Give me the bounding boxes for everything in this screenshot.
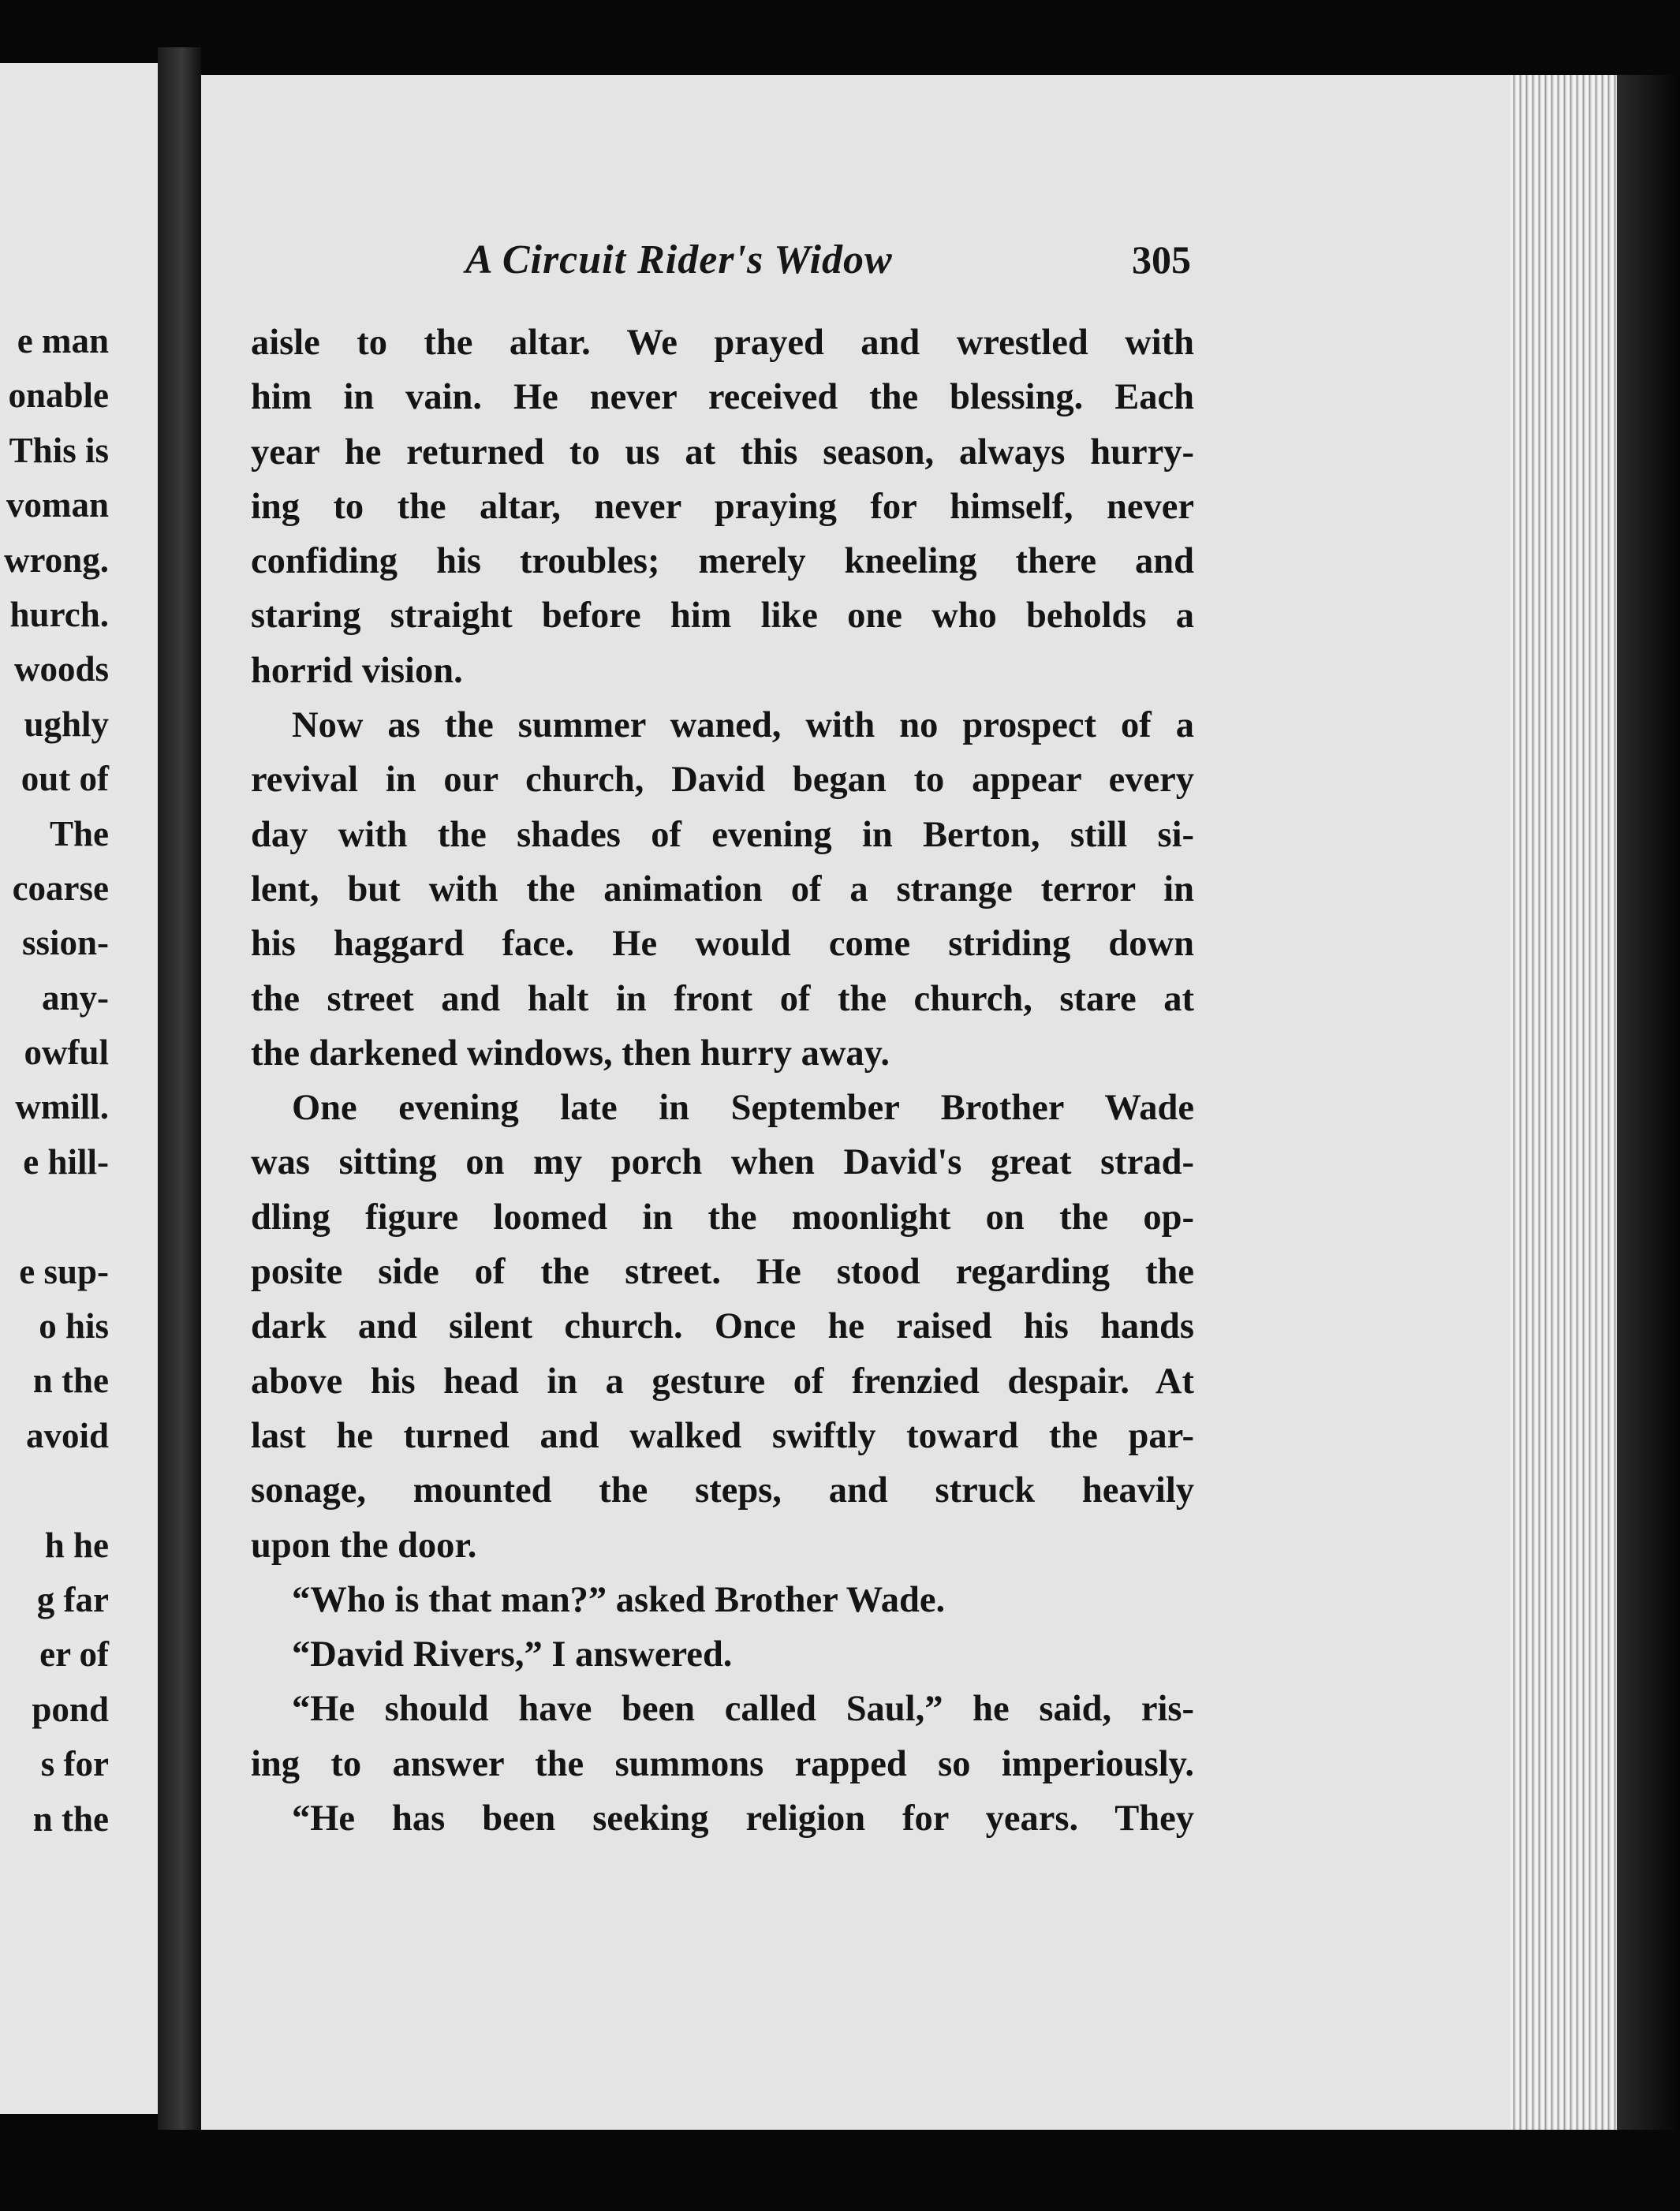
left-line: wrong. <box>4 540 109 580</box>
text-line: sonage, mounted the steps, and struck heavily <box>251 1470 1194 1511</box>
page-edges <box>1510 75 1617 2130</box>
text-line: ing to answer the summons rapped so imperiously. <box>251 1743 1194 1784</box>
chapter-title: A Circuit Rider's Widow <box>465 237 893 282</box>
left-line: e hill- <box>23 1141 109 1182</box>
body-text <box>251 316 1194 1846</box>
left-page-text <box>4 314 109 1847</box>
left-line: s for <box>40 1744 109 1784</box>
running-header <box>252 237 1191 300</box>
text-line: above his head in a gesture of frenzied despair. At <box>251 1361 1194 1402</box>
left-line: e sup- <box>19 1251 109 1291</box>
left-line: n the <box>32 1361 109 1401</box>
left-line: e man <box>17 321 109 360</box>
left-line: o his <box>39 1306 109 1346</box>
left-line: out of <box>21 759 109 799</box>
text-line: the street and halt in front of the church, stare at <box>251 978 1194 1019</box>
text-line: staring straight before him like one who beholds a <box>251 596 1194 637</box>
left-line <box>4 1463 109 1518</box>
text-line: ing to the altar, never praying for himself, never <box>251 486 1194 527</box>
left-line: hurch. <box>9 594 109 634</box>
left-line: coarse <box>12 868 109 908</box>
text-line: “He should have been called Saul,” he said, ris- <box>292 1689 1194 1730</box>
text-line: his haggard face. He would come striding down <box>251 924 1194 965</box>
left-line: The <box>49 813 109 853</box>
left-line: g far <box>36 1579 109 1619</box>
left-line: This is <box>9 430 109 470</box>
text-line: One evening late in September Brother Wade <box>292 1088 1194 1129</box>
text-line: “He has been seeking religion for years. They <box>292 1798 1194 1839</box>
text-line: aisle to the altar. We prayed and wrestled with <box>251 323 1194 363</box>
left-line: woods <box>13 649 109 689</box>
text-line: posite side of the street. He stood regarding the <box>251 1252 1194 1293</box>
left-line: er of <box>39 1634 109 1675</box>
text-line: was sitting on my porch when David's great strad- <box>251 1142 1194 1183</box>
text-line: revival in our church, David began to appear every <box>251 760 1194 801</box>
book-gutter <box>158 47 201 2130</box>
text-line: lent, but with the animation of a strange terror in <box>251 868 1194 909</box>
left-line: h he <box>44 1525 109 1565</box>
text-line: the darkened windows, then hurry away. <box>251 1033 890 1074</box>
left-line: owful <box>24 1033 109 1073</box>
text-line: him in vain. He never received the blessing. Each <box>251 377 1194 418</box>
left-line: n the <box>32 1798 109 1839</box>
text-line: upon the door. <box>251 1525 477 1566</box>
left-line: any- <box>41 977 109 1018</box>
left-line: avoid <box>25 1415 109 1455</box>
text-line: dling figure loomed in the moonlight on the op- <box>251 1197 1194 1238</box>
text-line: last he turned and walked swiftly toward the par- <box>251 1415 1194 1456</box>
left-line: wmill. <box>15 1087 109 1127</box>
text-line: “David Rivers,” I answered. <box>292 1634 733 1675</box>
text-line: “Who is that man?” asked Brother Wade. <box>292 1579 946 1620</box>
left-page <box>0 63 158 2114</box>
text-line: day with the shades of evening in Berton, still si- <box>251 814 1194 855</box>
edge-shadow <box>1617 75 1680 2130</box>
text-line: dark and silent church. Once he raised his hands <box>251 1306 1194 1347</box>
left-line <box>4 1190 109 1244</box>
page-number: 305 <box>1132 237 1191 282</box>
left-line: onable <box>8 375 109 416</box>
left-line: pond <box>32 1689 109 1729</box>
left-line: ssion- <box>21 923 109 963</box>
text-line: Now as the summer waned, with no prospect of a <box>292 705 1194 746</box>
left-line: ughly <box>24 704 109 744</box>
text-line: year he returned to us at this season, always hurry- <box>251 431 1194 472</box>
text-line: confiding his troubles; merely kneeling there and <box>251 541 1194 582</box>
left-line: voman <box>6 485 109 525</box>
text-line: horrid vision. <box>251 650 463 691</box>
